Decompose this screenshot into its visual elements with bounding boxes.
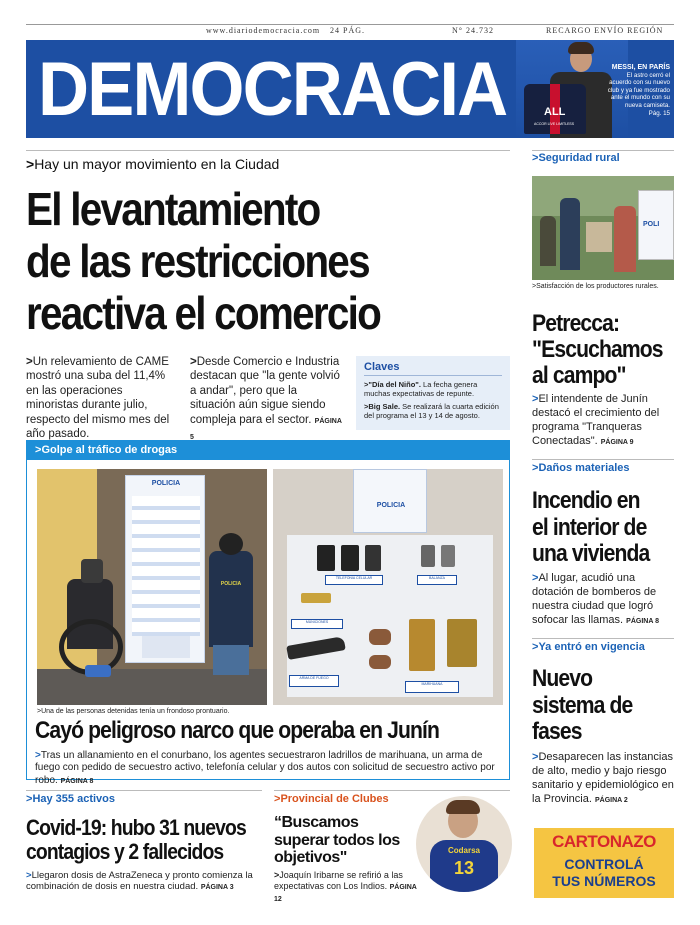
label-municiones: MUNICIONES bbox=[291, 619, 343, 629]
incendio-headline[interactable]: Incendio en el interior de una vivienda bbox=[532, 487, 650, 567]
claves-title: Claves bbox=[364, 361, 502, 376]
rural-photo[interactable] bbox=[532, 176, 674, 280]
detainee-blurred-face bbox=[81, 559, 103, 583]
label-balanza: BALANZA bbox=[417, 575, 457, 585]
logo[interactable]: DEMOCRACIA bbox=[38, 47, 507, 132]
farmer-1 bbox=[540, 216, 556, 266]
lead-headline[interactable]: El levantamiento de las restricciones reactiva el comercio bbox=[26, 183, 381, 339]
clave-1: >"Día del Niño". La fecha genera muchas expectativas de repunte. bbox=[364, 380, 478, 398]
petrecca-headline[interactable]: Petrecca: "Escuchamos al campo" bbox=[532, 310, 663, 389]
phone-1 bbox=[317, 545, 335, 571]
top-rule bbox=[26, 24, 674, 25]
messi-text: El astro cerró el acuerdo con su nuevo club y ya fue mostrado ante el mundo con su nueva camiseta. bbox=[607, 71, 670, 109]
lead-col2: >Desde Comercio e Industria destacan que "la gente volvió a andar", pero que la situación aún sigue siendo compleja para el sector. PÁGINA 5 bbox=[190, 356, 342, 442]
page-count: 24 PÁG. bbox=[330, 26, 366, 35]
masthead bbox=[26, 40, 674, 138]
detainee-photo[interactable] bbox=[37, 469, 267, 705]
covid-kicker: >Hay 355 activos bbox=[26, 793, 115, 805]
shirt-sponsor: ALL bbox=[544, 106, 566, 118]
label-arma: ARMA DE FUEGO bbox=[289, 675, 339, 687]
danos-kicker: >Daños materiales bbox=[532, 462, 630, 474]
sistema-headline[interactable]: Nuevo sistema de fases bbox=[532, 665, 633, 745]
clubes-rule bbox=[274, 790, 510, 791]
shirt-sponsor-sub: ACCOR LIVE LIMITLESS bbox=[534, 122, 575, 126]
officer: POLICIA bbox=[209, 551, 253, 647]
banner-pattern bbox=[132, 496, 200, 636]
cartonazo-line-2: TUS NÚMEROS bbox=[552, 873, 656, 889]
clubes-headline[interactable]: “Buscamos superar todos los objetivos" bbox=[274, 814, 400, 866]
police-placard: POLICIA bbox=[353, 469, 427, 533]
drug-story-bar: >Golpe al tráfico de drogas bbox=[27, 441, 509, 460]
player-jersey: Codarsa 13 bbox=[430, 840, 498, 892]
officer-jeans bbox=[213, 645, 249, 675]
petrecca-text: >El intendente de Junín destacó el crecimiento del programa "Tranqueras Conectadas". PÁGINA 9 bbox=[532, 393, 660, 447]
drug-piece-1 bbox=[369, 629, 391, 645]
clubes-text: >Joaquín Iribarne se refirió a las expectativas con Los Indios. PÁGINA 12 bbox=[274, 870, 417, 903]
right-rule-3 bbox=[532, 638, 674, 639]
phone-3 bbox=[365, 545, 381, 571]
lead-col1: >Un relevamiento de CAME mostró una suba del 11,4% en las operaciones minoristas durante julio, respecto del mismo mes del año pasado. bbox=[26, 356, 170, 441]
lead-kicker: >Hay un mayor movimiento en la Ciudad bbox=[26, 156, 280, 172]
clave-2: >Big Sale. Se realizará la cuarta edición del programa el 13 y 14 de agosto. bbox=[364, 402, 499, 420]
seized-items-photo[interactable] bbox=[273, 469, 503, 705]
scale-2 bbox=[441, 545, 455, 567]
issue-number: N° 24.732 bbox=[452, 26, 494, 35]
drug-caption: >Una de las personas detenidas tenía un frondoso prontuario. bbox=[37, 708, 230, 715]
scale-1 bbox=[421, 545, 435, 567]
police-banner: POLICIA bbox=[125, 475, 205, 663]
covid-text: >Llegaron dosis de AstraZeneca y pronto comienza la combinación de dosis en nuestra ciudad. PÁGINA 3 bbox=[26, 870, 253, 893]
right-rule-1 bbox=[532, 150, 674, 151]
cartonazo-ad[interactable] bbox=[534, 828, 674, 898]
farmer-2 bbox=[614, 206, 636, 272]
label-telefonia: TELEFONIA CELULAR bbox=[325, 575, 383, 585]
messi-hair bbox=[568, 42, 594, 54]
player-hair bbox=[446, 800, 480, 814]
officer-cap bbox=[219, 533, 243, 555]
cartonazo-logo: CARTONAZO bbox=[552, 832, 656, 851]
marijuana-brick-1 bbox=[409, 619, 435, 671]
drug-piece-2 bbox=[369, 655, 391, 669]
messi-page: Pág. 15 bbox=[648, 109, 670, 117]
top-bar bbox=[200, 26, 674, 38]
lead-rule bbox=[26, 150, 510, 151]
psg-shirt bbox=[524, 84, 586, 134]
messi-teaser[interactable] bbox=[606, 64, 670, 117]
drug-headline[interactable]: Cayó peligroso narco que operaba en Junín bbox=[35, 717, 440, 744]
banner-building bbox=[142, 636, 190, 658]
marijuana-brick-2 bbox=[447, 619, 477, 667]
covid-headline[interactable]: Covid-19: hubo 31 nuevos contagios y 2 fallecidos bbox=[26, 815, 246, 864]
clubes-kicker: >Provincial de Clubes bbox=[274, 793, 389, 805]
drug-story-box bbox=[26, 440, 510, 786]
cartonazo-line-1: CONTROLÁ bbox=[564, 856, 644, 872]
phone-2 bbox=[341, 545, 359, 571]
drug-text: >Tras un allanamiento en el conurbano, los agentes secuestraron ladrillos de marihuana, un arma de fuego con pedido de secuestro activo, telefonía celular y dos autos con solicitud de secuestro activo por robo. PÁGINA 8 bbox=[35, 750, 495, 786]
document bbox=[586, 222, 612, 252]
label-marihuana: MARIHUANA bbox=[405, 681, 459, 693]
surcharge: RECARGO ENVÍO REGIÓN bbox=[546, 26, 664, 35]
police-truck: POLI bbox=[638, 190, 674, 260]
ammo bbox=[301, 593, 331, 603]
rural-caption: >Satisfacción de los productores rurales. bbox=[532, 283, 659, 290]
sistema-text: >Desaparecen las instancias de alto, medio y bajo riesgo sanitario y epidemiológico en la Provincia. PÁGINA 2 bbox=[532, 751, 674, 805]
incendio-text: >Al lugar, acudió una dotación de bomberos de nuestra ciudad que logró sofocar las llamas. PÁGINA 8 bbox=[532, 572, 659, 626]
sneakers bbox=[85, 665, 111, 677]
officer-rural bbox=[560, 198, 580, 270]
site-url[interactable]: www.diariodemocracia.com bbox=[206, 26, 321, 35]
messi-headline: MESSI, EN PARÍS bbox=[611, 64, 670, 71]
vigencia-kicker: >Ya entró en vigencia bbox=[532, 641, 645, 653]
covid-rule bbox=[26, 790, 262, 791]
claves-box bbox=[356, 356, 510, 430]
rural-kicker: >Seguridad rural bbox=[532, 152, 620, 164]
player-photo[interactable] bbox=[416, 796, 512, 892]
right-rule-2 bbox=[532, 459, 674, 460]
